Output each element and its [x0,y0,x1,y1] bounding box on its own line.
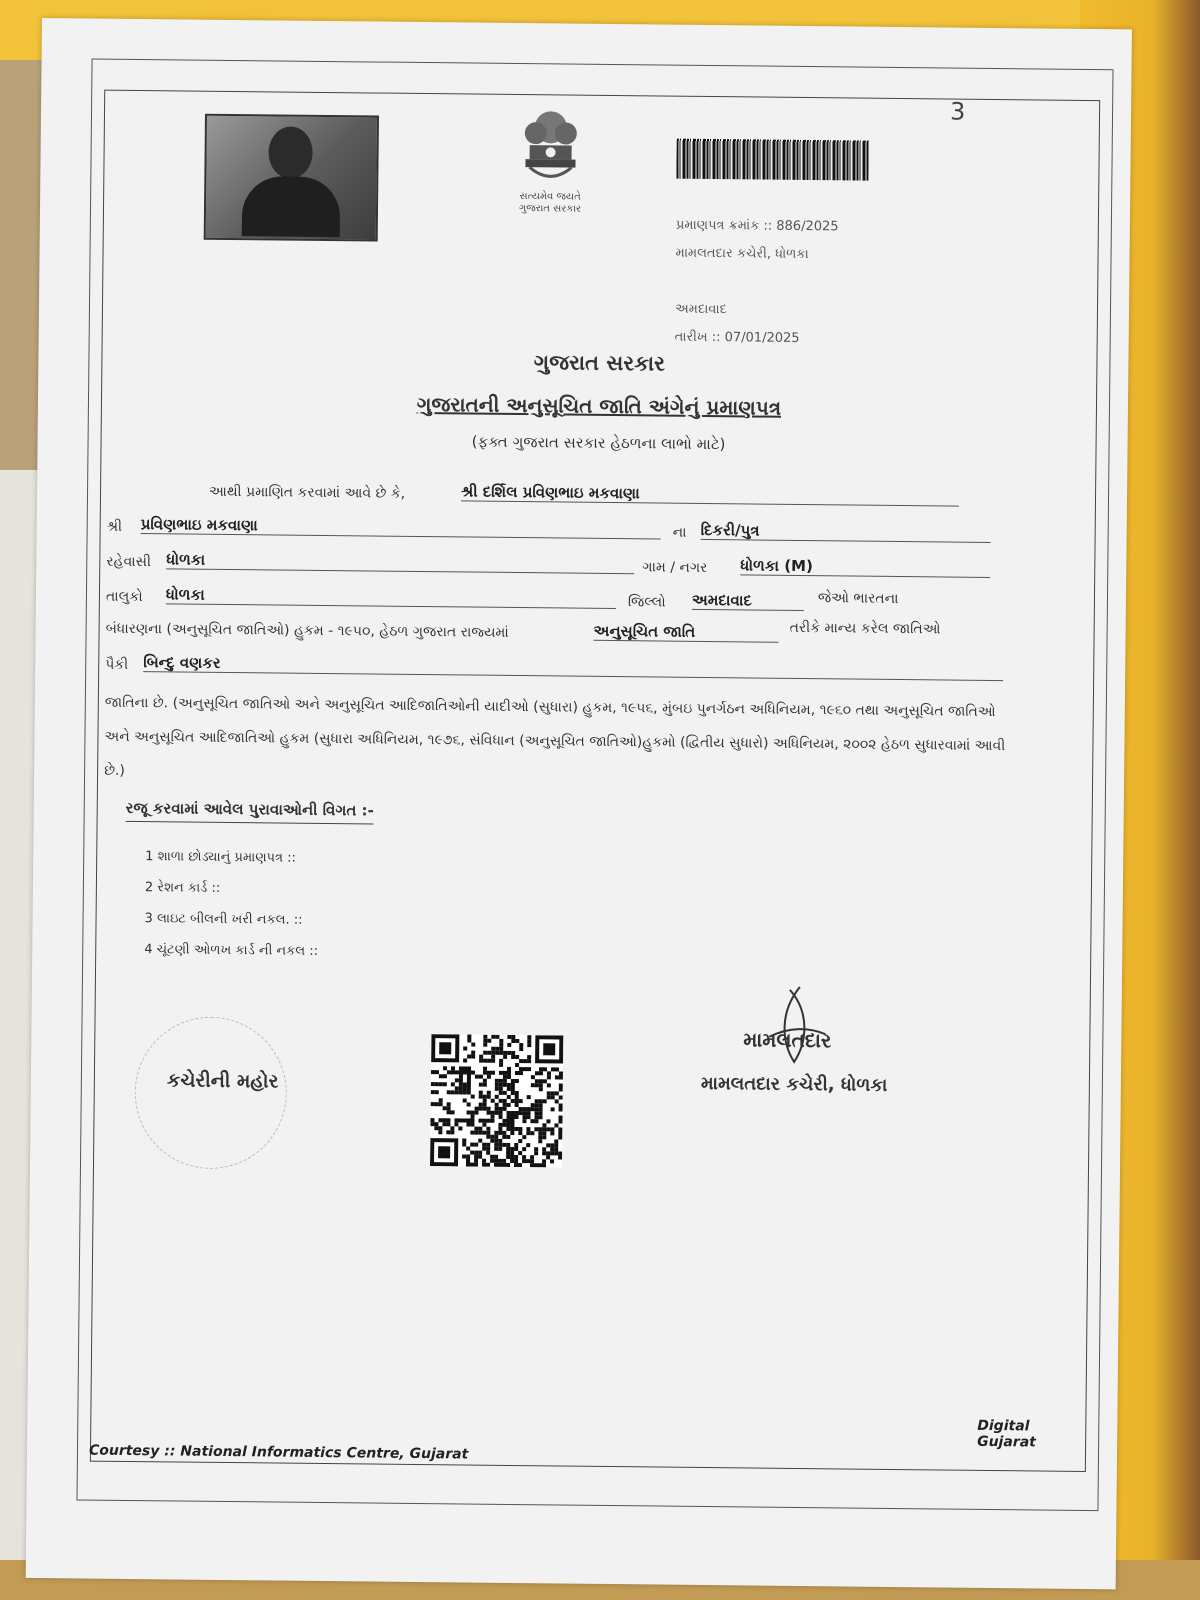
outer-frame [76,59,1113,1512]
government-title: ગુજરાત સરકાર [533,350,666,376]
proofs-list [144,841,319,967]
recognized-text: તરીકે માન્ય કરેલ જાતિઓ [789,619,941,638]
relation-label: ના [672,524,687,541]
caste-prefix: પૈકી [105,656,129,673]
certificate-meta [675,212,839,354]
certificate-subtitle: (ફક્ત ગુજરાત સરકાર હેઠળના લાભો માટે) [471,432,726,454]
applicant-photo [204,114,379,242]
inner-frame [90,90,1100,1472]
taluka-label: તાલુકો [105,588,143,606]
issue-date: તારીખ :: 07/01/2025 [674,329,800,346]
certificate-number: પ્રમાણપત્ર ક્રમાંક :: 886/2025 [675,217,839,235]
seal-label: કચેરીની મહોર [166,1069,279,1093]
proofs-title: રજૂ કરવામાં આવેલ પુરાવાઓની વિગત :- [126,799,374,825]
father-name: પ્રવિણભાઇ મકવાણા [141,515,661,539]
proof-item: 1 શાળા છોડ્યાનું પ્રમાણપત્ર :: [145,849,296,866]
relation-value: દિકરી/પુત્ર [701,521,991,543]
emblem-caption: સત્યમેવ જયતે [519,191,581,203]
barcode-area [676,135,876,181]
india-label: જેઓ ભારતના [817,590,899,608]
proof-item: 2 રેશન કાર્ડ :: [144,880,221,896]
district-value: અમદાવાદ [692,591,804,611]
issuing-place: અમદાવાદ [674,301,727,318]
digital-gujarat-label: Digital Gujarat [977,1417,1036,1451]
proof-item: 4 ચૂંટણી ઓળખ કાર્ડ ની નકલ :: [144,942,319,959]
taluka-value: ધોળકા [166,585,616,609]
village-label: ગામ / નગર [642,559,708,576]
barcode-caption [677,135,877,137]
state-emblem [506,105,595,216]
resident-value: ધોળકા [166,550,634,574]
qr-code [430,1034,563,1167]
applicant-name: શ્રી દર્શિલ પ્રવિણભાઇ મકવાણા [461,482,959,506]
barcode [676,139,868,181]
page-number: 3 [949,97,966,126]
proof-item: 3 લાઇટ બીલની ખરી નકલ. :: [144,911,303,928]
office-seal [134,1016,288,1170]
certificate-paper [26,18,1132,1589]
district-label: જિલ્લો [627,594,666,611]
category-value: અનુસૂચિત જાતિ [594,622,779,643]
signatory-office: મામલતદાર કચેરી, ધોળકા [700,1072,888,1096]
emblem-caption-govt: ગુજરાત સરકાર [518,203,582,215]
resident-label: રહેવાસી [106,553,152,571]
qr-code-icon [430,1034,563,1167]
signatory-title: મામલતદાર [743,1027,832,1053]
issuing-office: મામલતદાર કચેરી, ધોળકા [675,245,809,263]
village-value: ધોળકા (M) [740,556,990,578]
certify-label: આથી પ્રમાણિત કરવામાં આવે છે કે, [208,483,406,502]
order-text: બંધારણના (અનુસૂચિત જાતિઓ) હુકમ - ૧૯૫૦, હેઠળ ગુજરાત રાજ્યમાં [105,620,509,641]
certificate-title: ગુજરાતની અનુસૂચિત જાતિ અંગેનું પ્રમાણપત્ર [416,391,782,420]
legal-paragraph: જાતિના છે. (અનુસૂચિત જાતિઓ અને અનુસૂચિત આદિજાતિઓની યાદીઓ (સુધારા) હુકમ, ૧૯૫૬, મુંબઇ પુનર્ગઠન અધિનિયમ, ૧૯૬૦ તથા અનુસૂચિત જાતિઓ અને અનુસૂચિત આદિજાતિઓ હુકમ (સુધારા અધિનિયમ, ૧૯૭૬, સંવિધાન (અનુસૂચિત જાતિઓ)હુકમો (દ્વિતીય સુધારો) અધિનિયમ, ૨૦૦૨ હેઠળ સુધારવામાં આવી છે.) [104,694,1006,779]
caste-value: બિન્દુ વણકર [143,653,1003,681]
courtesy-text: Courtesy :: National Informatics Centre, Gujarat [88,1442,469,1463]
father-prefix: શ્રી [106,518,123,535]
lion-capital-icon [515,105,586,192]
